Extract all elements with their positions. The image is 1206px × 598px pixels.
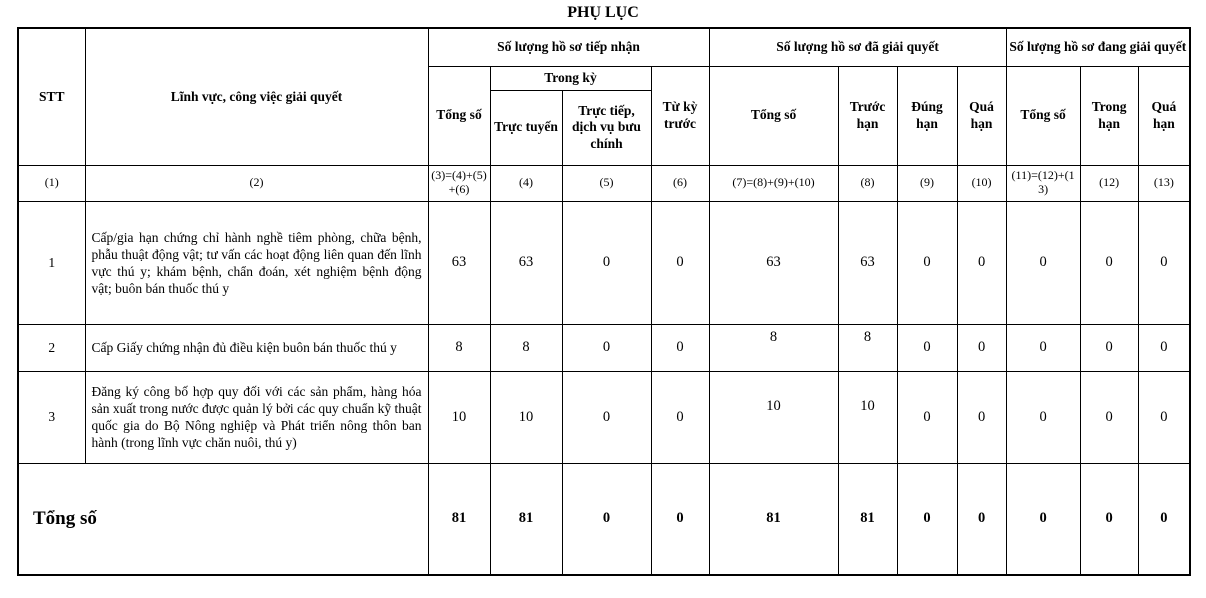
header-stt: STT <box>18 28 85 165</box>
total-value-cell: 81 <box>490 463 562 575</box>
formula-cell: (5) <box>562 165 651 201</box>
value-cell: 0 <box>1138 371 1190 463</box>
header-in-period: Trong kỳ <box>490 66 651 90</box>
formula-cell: (1) <box>18 165 85 201</box>
total-value-cell: 81 <box>428 463 490 575</box>
value-cell: 0 <box>1080 324 1138 371</box>
header-within-deadline: Trong hạn <box>1080 66 1138 165</box>
formula-cell: (8) <box>838 165 897 201</box>
value-cell: 0 <box>1006 371 1080 463</box>
value-cell: 8 <box>490 324 562 371</box>
value-cell: 8 <box>428 324 490 371</box>
page-title: PHỤ LỤC <box>567 4 639 21</box>
value-cell: 10 <box>709 371 838 463</box>
header-overdue-resolved: Quá hạn <box>957 66 1006 165</box>
total-value-cell: 81 <box>838 463 897 575</box>
appendix-table <box>17 27 1191 576</box>
header-received-group: Số lượng hồ sơ tiếp nhận <box>428 28 709 66</box>
formula-cell-col11: (11)=(12)+(13) <box>1006 165 1080 201</box>
formula-cell: (10) <box>957 165 1006 201</box>
value-cell: 0 <box>562 201 651 324</box>
value-cell: 10 <box>428 371 490 463</box>
total-value-cell: 0 <box>897 463 957 575</box>
total-value-cell: 0 <box>1080 463 1138 575</box>
value-cell: 0 <box>651 371 709 463</box>
value-cell: 8 <box>838 324 897 371</box>
total-value-cell: 0 <box>651 463 709 575</box>
header-from-previous-period: Từ kỳ trước <box>651 66 709 165</box>
value-cell: 0 <box>1006 324 1080 371</box>
value-cell: 0 <box>651 201 709 324</box>
header-overdue-processing: Quá hạn <box>1138 66 1190 165</box>
value-cell: 10 <box>490 371 562 463</box>
header-field: Lĩnh vực, công việc giải quyết <box>85 28 428 165</box>
value-cell: 0 <box>897 201 957 324</box>
row-description: Đăng ký công bố hợp quy đối với các sản phẩm, hàng hóa sản xuất trong nước được quản lý bởi các quy chuẩn kỹ thuật quốc gia do Bộ Nông nghiệp và Phát triển nông thôn ban hành (trong lĩnh vực chăn nuôi, thú y) <box>85 371 428 463</box>
formula-cell-col7: (7)=(8)+(9)+(10) <box>709 165 838 201</box>
header-direct-postal: Trực tiếp, dịch vụ bưu chính <box>562 90 651 165</box>
total-value-cell: 0 <box>957 463 1006 575</box>
value-cell: 0 <box>1138 201 1190 324</box>
value-cell: 0 <box>651 324 709 371</box>
header-before-deadline: Trước hạn <box>838 66 897 165</box>
formula-cell: (6) <box>651 165 709 201</box>
formula-cell: (2) <box>85 165 428 201</box>
total-row <box>18 463 1190 575</box>
header-resolved-group: Số lượng hồ sơ đã giải quyết <box>709 28 1006 66</box>
header-total-received: Tổng số <box>428 66 490 165</box>
value-cell: 0 <box>562 324 651 371</box>
header-online: Trực tuyến <box>490 90 562 165</box>
row-description: Cấp Giấy chứng nhận đủ điều kiện buôn bán thuốc thú y <box>85 324 428 371</box>
value-cell: 63 <box>709 201 838 324</box>
total-label: Tổng số <box>18 463 428 575</box>
row-number: 3 <box>18 371 85 463</box>
row-description: Cấp/gia hạn chứng chỉ hành nghề tiêm phòng, chữa bệnh, phẫu thuật động vật; tư vấn các hoạt động liên quan đến lĩnh vực thú y; khám bệnh, chẩn đoán, xét nghiệm bệnh động vật; buôn bán thuốc thú y <box>85 201 428 324</box>
value-cell: 63 <box>428 201 490 324</box>
value-cell: 63 <box>838 201 897 324</box>
header-total-processing: Tổng số <box>1006 66 1080 165</box>
value-cell: 0 <box>1080 201 1138 324</box>
header-total-resolved: Tổng số <box>709 66 838 165</box>
value-cell: 8 <box>709 324 838 371</box>
header-on-time: Đúng hạn <box>897 66 957 165</box>
value-cell: 0 <box>562 371 651 463</box>
table-row <box>18 324 1190 371</box>
total-value-cell: 0 <box>1138 463 1190 575</box>
row-number: 2 <box>18 324 85 371</box>
row-number: 1 <box>18 201 85 324</box>
table-row <box>18 371 1190 463</box>
value-cell: 0 <box>897 324 957 371</box>
formula-cell: (13) <box>1138 165 1190 201</box>
value-cell: 0 <box>957 324 1006 371</box>
header-processing-group: Số lượng hồ sơ đang giải quyết <box>1006 28 1190 66</box>
value-cell: 0 <box>1138 324 1190 371</box>
total-value-cell: 0 <box>562 463 651 575</box>
total-value-cell: 81 <box>709 463 838 575</box>
value-cell: 0 <box>957 201 1006 324</box>
value-cell: 63 <box>490 201 562 324</box>
value-cell: 0 <box>1006 201 1080 324</box>
formula-cell: (4) <box>490 165 562 201</box>
formula-cell-col3: (3)=(4)+(5)+(6) <box>428 165 490 201</box>
value-cell: 10 <box>838 371 897 463</box>
table-row <box>18 201 1190 324</box>
total-value-cell: 0 <box>1006 463 1080 575</box>
value-cell: 0 <box>1080 371 1138 463</box>
formula-cell: (9) <box>897 165 957 201</box>
value-cell: 0 <box>957 371 1006 463</box>
value-cell: 0 <box>897 371 957 463</box>
formula-cell: (12) <box>1080 165 1138 201</box>
